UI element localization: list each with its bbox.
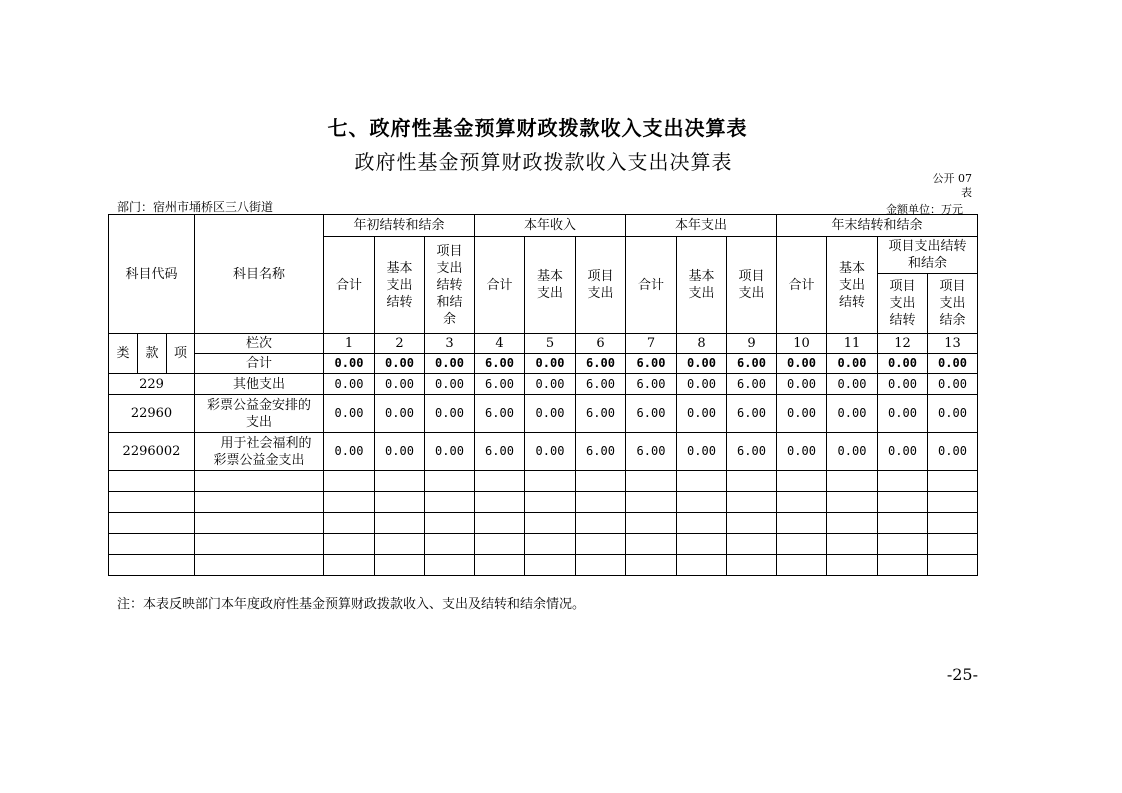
value-cell: 6.00 — [626, 395, 677, 433]
col-number: 3 — [425, 334, 475, 354]
header-subject-name: 科目名称 — [195, 215, 324, 334]
value-cell: 0.00 — [677, 433, 727, 471]
header-kuan: 款 — [138, 334, 167, 374]
header-group-end: 年末结转和结余 — [777, 215, 978, 237]
header-group-income: 本年收入 — [475, 215, 626, 237]
header-group-expense: 本年支出 — [626, 215, 777, 237]
empty-row — [109, 534, 978, 555]
value-cell: 0.00 — [375, 395, 425, 433]
value-cell: 6.00 — [626, 433, 677, 471]
empty-row — [109, 555, 978, 576]
value-cell: 6.00 — [727, 433, 777, 471]
header-income-basic: 基本 支出 — [525, 237, 576, 334]
col-number: 13 — [928, 334, 978, 354]
value-cell: 0.00 — [375, 433, 425, 471]
value-cell: 0.00 — [878, 433, 928, 471]
value-cell: 6.00 — [576, 374, 626, 395]
header-expense-project: 项目 支出 — [727, 237, 777, 334]
header-subject-code: 科目代码 — [109, 215, 195, 334]
value-cell: 6.00 — [727, 395, 777, 433]
value-cell: 0.00 — [878, 395, 928, 433]
col-number: 4 — [475, 334, 525, 354]
value-cell: 0.00 — [425, 433, 475, 471]
subject-name: 彩票公益金安排的 支出 — [195, 395, 324, 433]
table-row — [109, 395, 978, 433]
total-cell: 6.00 — [626, 354, 677, 374]
value-cell: 0.00 — [777, 395, 827, 433]
col-number: 12 — [878, 334, 928, 354]
total-cell: 0.00 — [878, 354, 928, 374]
value-cell: 0.00 — [425, 374, 475, 395]
table-row — [109, 374, 978, 395]
value-cell: 0.00 — [928, 395, 978, 433]
page-number: -25- — [946, 665, 978, 684]
col-number: 5 — [525, 334, 576, 354]
value-cell: 6.00 — [576, 433, 626, 471]
header-expense-basic: 基本 支出 — [677, 237, 727, 334]
value-cell: 0.00 — [525, 374, 576, 395]
value-cell: 0.00 — [324, 395, 375, 433]
header-expense-total: 合计 — [626, 237, 677, 334]
unit-label: 金额单位：万元 — [886, 203, 963, 216]
value-cell: 0.00 — [777, 433, 827, 471]
total-cell: 6.00 — [475, 354, 525, 374]
form-code-suffix: 表 — [961, 186, 972, 199]
value-cell: 0.00 — [677, 374, 727, 395]
header-lei: 类 — [109, 334, 138, 374]
page-title: 七、政府性基金预算财政拨款收入支出决算表 — [327, 116, 748, 140]
form-code: 公开 07 — [932, 172, 972, 185]
col-number: 1 — [324, 334, 375, 354]
total-cell: 6.00 — [576, 354, 626, 374]
total-cell: 0.00 — [777, 354, 827, 374]
value-cell: 0.00 — [827, 374, 878, 395]
value-cell: 0.00 — [525, 395, 576, 433]
total-cell: 0.00 — [324, 354, 375, 374]
footnote: 注：本表反映部门本年度政府性基金预算财政拨款收入、支出及结转和结余情况。 — [117, 597, 586, 612]
header-income-project: 项目 支出 — [576, 237, 626, 334]
table-subtitle: 政府性基金预算财政拨款收入支出决算表 — [354, 150, 733, 174]
value-cell: 6.00 — [626, 374, 677, 395]
header-lanci: 栏次 — [195, 334, 324, 354]
empty-row — [109, 513, 978, 534]
total-cell: 0.00 — [827, 354, 878, 374]
value-cell: 6.00 — [576, 395, 626, 433]
header-proj-surplus: 项目 支出 结余 — [928, 274, 978, 334]
value-cell: 0.00 — [324, 433, 375, 471]
col-number: 8 — [677, 334, 727, 354]
header-income-total: 合计 — [475, 237, 525, 334]
value-cell: 6.00 — [475, 395, 525, 433]
total-cell: 0.00 — [425, 354, 475, 374]
header-end-total: 合计 — [777, 237, 827, 334]
value-cell: 0.00 — [827, 395, 878, 433]
value-cell: 0.00 — [777, 374, 827, 395]
col-number: 2 — [375, 334, 425, 354]
col-number: 6 — [576, 334, 626, 354]
header-end-basic-carry: 基本 支出 结转 — [827, 237, 878, 334]
value-cell: 0.00 — [425, 395, 475, 433]
subject-code: 2296002 — [109, 433, 195, 471]
value-cell: 0.00 — [677, 395, 727, 433]
subject-code: 22960 — [109, 395, 195, 433]
header-project-carry: 项目 支出 结转 和结 余 — [425, 237, 475, 334]
value-cell: 6.00 — [475, 433, 525, 471]
total-cell: 0.00 — [375, 354, 425, 374]
subject-name: 其他支出 — [195, 374, 324, 395]
total-row — [109, 354, 978, 374]
header-group-begin: 年初结转和结余 — [324, 215, 475, 237]
col-number: 10 — [777, 334, 827, 354]
header-proj-carry: 项目 支出 结转 — [878, 274, 928, 334]
value-cell: 6.00 — [475, 374, 525, 395]
table-row — [109, 433, 978, 471]
total-cell: 0.00 — [928, 354, 978, 374]
value-cell: 6.00 — [727, 374, 777, 395]
subject-code: 229 — [109, 374, 195, 395]
empty-row — [109, 471, 978, 492]
value-cell: 0.00 — [928, 374, 978, 395]
value-cell: 0.00 — [878, 374, 928, 395]
value-cell: 0.00 — [827, 433, 878, 471]
budget-table — [108, 214, 978, 576]
total-cell: 0.00 — [677, 354, 727, 374]
col-number: 7 — [626, 334, 677, 354]
header-project-carry-group: 项目支出结转 和结余 — [878, 237, 978, 274]
col-number: 11 — [827, 334, 878, 354]
empty-row — [109, 492, 978, 513]
header-basic-carry: 基本 支出 结转 — [375, 237, 425, 334]
value-cell: 0.00 — [375, 374, 425, 395]
total-label: 合计 — [195, 354, 324, 374]
value-cell: 0.00 — [525, 433, 576, 471]
header-total: 合计 — [324, 237, 375, 334]
col-number: 9 — [727, 334, 777, 354]
value-cell: 0.00 — [324, 374, 375, 395]
header-xiang: 项 — [167, 334, 195, 374]
subject-name: 用于社会福利的 彩票公益金支出 — [195, 433, 324, 471]
total-cell: 6.00 — [727, 354, 777, 374]
value-cell: 0.00 — [928, 433, 978, 471]
total-cell: 0.00 — [525, 354, 576, 374]
department-label: 部门：宿州市埇桥区三八街道 — [117, 200, 274, 214]
